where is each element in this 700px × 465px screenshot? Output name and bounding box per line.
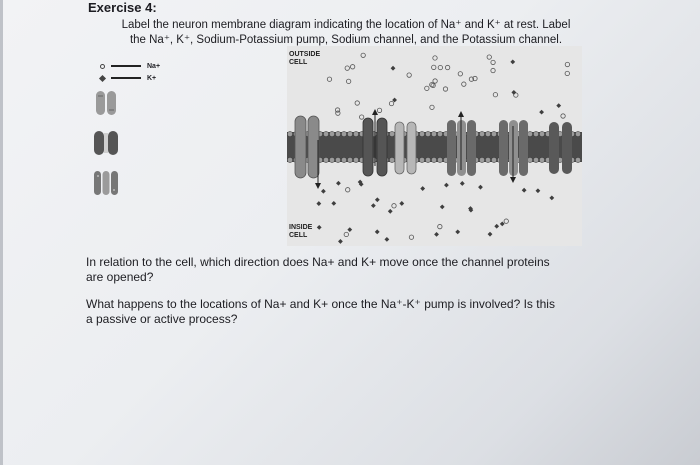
k-ion-icon (99, 74, 106, 81)
outside-cell-label (289, 51, 320, 67)
lipid-head (575, 157, 580, 162)
lipid-head (347, 131, 352, 136)
sodium-potassium-pump-1 (447, 111, 476, 176)
outside-label-line-1: OUTSIDE (289, 51, 321, 58)
question-2 (86, 297, 606, 327)
lipid-head (533, 157, 538, 162)
lipid-head (437, 131, 442, 136)
exercise-title: Exercise 4: (88, 0, 157, 15)
legend-label-na: Na+ (147, 62, 161, 70)
lipid-head (389, 157, 394, 162)
phospholipid-bilayer (287, 131, 582, 162)
lipid-head (341, 157, 346, 162)
lipid-head (329, 131, 334, 136)
channel-closed-icon (92, 88, 120, 118)
lipid-head (347, 157, 352, 162)
exercise-instructions (86, 18, 606, 48)
instruction-line-1: Label the neuron membrane diagram indicating the location of Na⁺ and K⁺ at rest. Label (121, 19, 571, 31)
lipid-head (389, 131, 394, 136)
instruction-line-2: the Na⁺, K⁺, Sodium-Potassium pump, Sodium channel, and the Potassium channel. (129, 34, 563, 46)
question-2-line-1: What happens to the locations of Na+ and K+ once the Na⁺-K⁺ pump is involved? Is this (86, 297, 555, 311)
inside-label-line-1: INSIDE (289, 224, 313, 231)
lipid-head (335, 157, 340, 162)
lipid-head (353, 157, 358, 162)
lipid-head (323, 157, 328, 162)
legend-row-k (100, 72, 160, 84)
outside-label-line-2: CELL (289, 59, 308, 66)
lipid-head (335, 131, 340, 136)
inside-cell-label (289, 224, 312, 240)
ion-legend (100, 60, 160, 84)
lipid-head (353, 131, 358, 136)
lipid-head (437, 157, 442, 162)
inside-label-line-2: CELL (289, 232, 308, 239)
question-2-line-2: a passive or active process? (86, 312, 238, 326)
lipid-head (419, 157, 424, 162)
lipid-head (485, 131, 490, 136)
lipid-head (287, 131, 292, 136)
lipid-head (485, 157, 490, 162)
potassium-channel-open (363, 109, 387, 176)
lipid-head (431, 131, 436, 136)
pump-icon (92, 168, 120, 198)
lipid-head (341, 131, 346, 136)
legend-label-k: K+ (147, 74, 157, 82)
sodium-potassium-pump-2 (499, 120, 528, 183)
lipid-head (479, 157, 484, 162)
lipid-head (575, 131, 580, 136)
lipid-head (539, 157, 544, 162)
membrane-diagram (287, 46, 582, 246)
lipid-head (425, 131, 430, 136)
lipid-head (425, 157, 430, 162)
na-ion-icon (100, 64, 105, 69)
lipid-head (419, 131, 424, 136)
legend-line (111, 65, 141, 66)
membrane-illustration (287, 46, 582, 246)
lipid-head (527, 157, 532, 162)
lipid-head (323, 131, 328, 136)
lipid-head (491, 131, 496, 136)
lipid-head (431, 157, 436, 162)
protein-key (92, 88, 120, 208)
lipid-head (479, 131, 484, 136)
lipid-head (533, 131, 538, 136)
lipid-head (287, 157, 292, 162)
question-1-line-2: are opened? (86, 270, 154, 284)
lipid-head (329, 157, 334, 162)
legend-line (111, 77, 141, 78)
lipid-head (491, 157, 496, 162)
channel-open-icon (92, 128, 120, 158)
lipid-head (527, 131, 532, 136)
question-1 (86, 255, 606, 285)
legend-row-na (100, 60, 160, 72)
question-1-line-1: In relation to the cell, which direction does Na+ and K+ move once the channel proteins (86, 255, 550, 269)
lipid-head (539, 131, 544, 136)
paper-edge (0, 0, 3, 465)
